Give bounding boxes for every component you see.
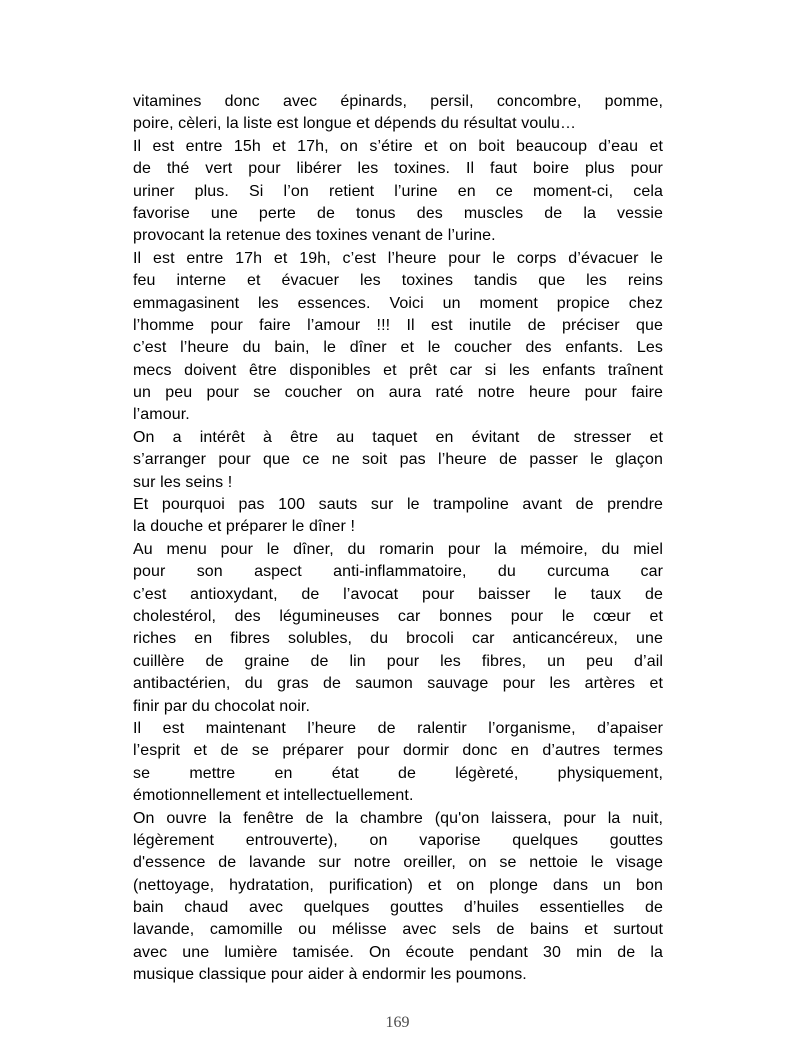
text-line: c’est antioxydant, de l’avocat pour baisser le taux de: [133, 585, 663, 603]
text-line: antibactérien, du gras de saumon sauvage pour les artères et: [133, 675, 663, 693]
text-line: emmagasinent les essences. Voici un moment propice chez: [133, 294, 663, 312]
text-line: bain chaud avec quelques gouttes d’huiles essentielles de: [133, 899, 663, 917]
text-line: un peu pour se coucher on aura raté notre heure pour faire: [133, 384, 663, 402]
text-line: favorise une perte de tonus des muscles de la vessie: [133, 204, 663, 222]
text-line: finir par du chocolat noir.: [133, 697, 311, 715]
text-line: l’esprit et de se préparer pour dormir donc en d’autres termes: [133, 742, 663, 760]
text-block: [133, 91, 663, 987]
text-line: avec une lumière tamisée. On écoute pendant 30 min de la: [133, 943, 663, 961]
paragraph: [133, 539, 663, 718]
text-line: feu interne et évacuer les toxines tandis que les reins: [133, 272, 663, 290]
text-line: provocant la retenue des toxines venant de l’urine.: [133, 227, 496, 245]
page-number: 169: [385, 1014, 410, 1031]
text-line: Il est maintenant l’heure de ralentir l’organisme, d’apaiser: [133, 719, 663, 737]
text-line: c’est l’heure du bain, le dîner et le coucher des enfants. Les: [133, 339, 663, 357]
paragraph: [133, 136, 663, 248]
text-line: Il est entre 15h et 17h, on s’étire et on boit beaucoup d’eau et: [133, 137, 663, 155]
text-line: Il est entre 17h et 19h, c’est l’heure pour le corps d’évacuer le: [133, 249, 663, 267]
text-line: sur les seins !: [133, 473, 233, 491]
text-line: de thé vert pour libérer les toxines. Il faut boire plus pour: [133, 160, 663, 178]
text-line: lavande, camomille ou mélisse avec sels de bains et surtout: [133, 921, 663, 939]
text-line: musique classique pour aider à endormir les poumons.: [133, 966, 527, 984]
text-line: s’arranger pour que ce ne soit pas l’heure de passer le glaçon: [133, 451, 663, 469]
paragraph: [133, 494, 663, 539]
paragraph: [133, 91, 663, 136]
text-line: mecs doivent être disponibles et prêt car si les enfants traînent: [133, 361, 663, 379]
text-line: poire, cèleri, la liste est longue et dépends du résultat voulu…: [133, 115, 577, 133]
text-line: d'essence de lavande sur notre oreiller, on se nettoie le visage: [133, 854, 663, 872]
paragraph: [133, 808, 663, 987]
paragraph: [133, 248, 663, 427]
text-line: riches en fibres solubles, du brocoli car anticancéreux, une: [133, 630, 663, 648]
text-line: pour son aspect anti-inflammatoire, du curcuma car: [133, 563, 663, 581]
text-line: cholestérol, des légumineuses car bonnes pour le cœur et: [133, 607, 663, 625]
text-line: Au menu pour le dîner, du romarin pour la mémoire, du miel: [133, 540, 663, 558]
text-line: vitamines donc avec épinards, persil, concombre, pomme,: [133, 93, 663, 110]
text-line: l’homme pour faire l’amour !!! Il est inutile de préciser que: [133, 316, 663, 334]
text-line: l’amour.: [133, 406, 190, 424]
text-line: la douche et préparer le dîner !: [133, 518, 356, 536]
text-line: cuillère de graine de lin pour les fibres, un peu d’ail: [133, 652, 663, 670]
text-line: On a intérêt à être au taquet en évitant de stresser et: [133, 428, 663, 446]
paragraph: [133, 427, 663, 494]
text-line: se mettre en état de légèreté, physiquement,: [133, 764, 663, 782]
paragraph: [133, 718, 663, 808]
text-line: On ouvre la fenêtre de la chambre (qu'on laissera, pour la nuit,: [133, 809, 663, 827]
text-line: uriner plus. Si l’on retient l’urine en ce moment-ci, cela: [133, 182, 663, 200]
text-line: émotionnellement et intellectuellement.: [133, 787, 414, 805]
text-line: (nettoyage, hydratation, purification) et on plonge dans un bon: [133, 876, 663, 894]
text-line: légèrement entrouverte), on vaporise quelques gouttes: [133, 831, 663, 849]
text-line: Et pourquoi pas 100 sauts sur le trampoline avant de prendre: [133, 496, 663, 514]
